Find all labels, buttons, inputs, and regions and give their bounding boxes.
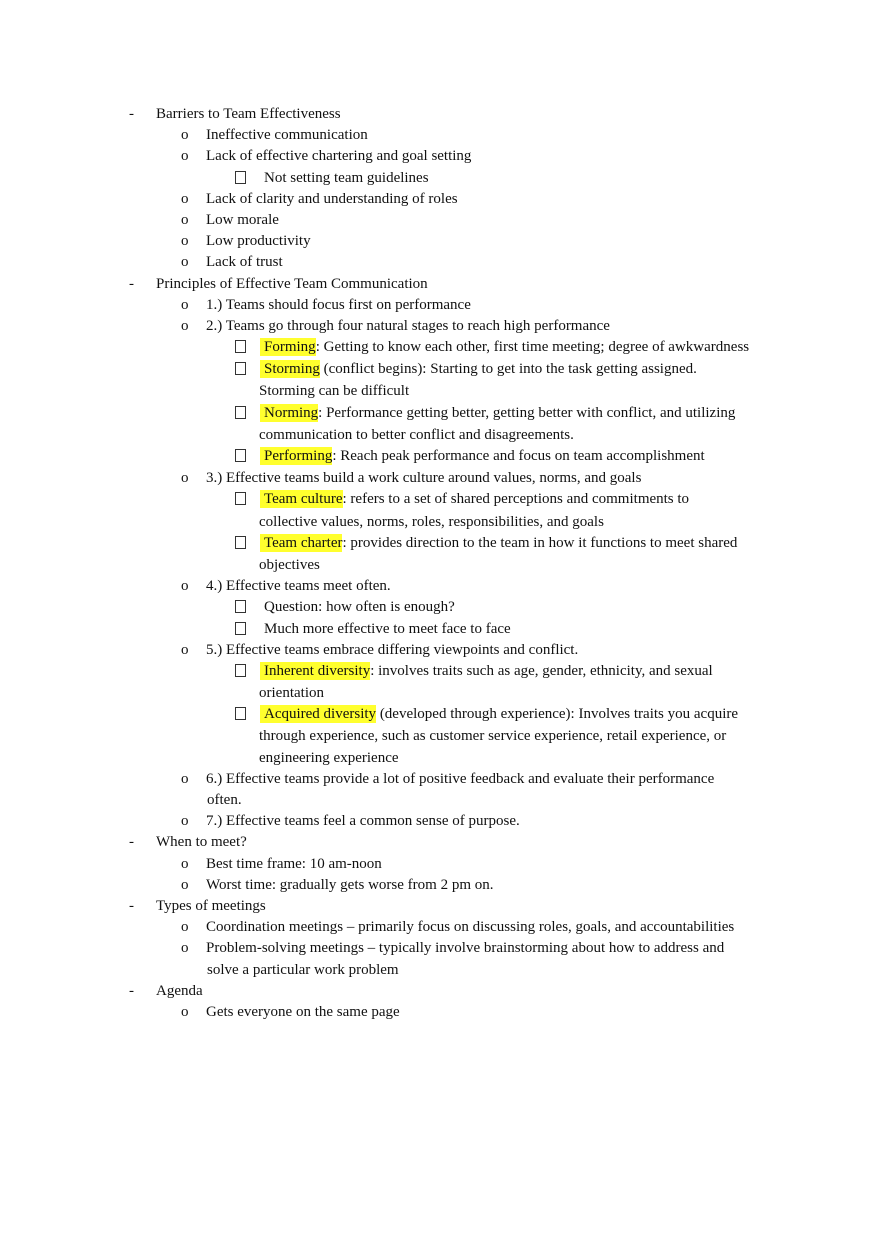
circle-bullet: o xyxy=(181,855,189,872)
line-text xyxy=(206,938,724,959)
line-text-body: Problem-solving meetings – typically involve brainstorming about how to address and xyxy=(206,940,725,957)
circle-bullet: o xyxy=(181,1003,189,1020)
line-text xyxy=(259,381,409,402)
line-text-body: : Reach peak performance and focus on team accomplishment xyxy=(332,448,705,464)
line-text-body: orientation xyxy=(259,685,324,702)
line-text xyxy=(259,555,320,576)
outline-line xyxy=(0,104,880,125)
line-text-body: 6.) Effective teams provide a lot of positive feedback and evaluate their performance xyxy=(206,770,715,787)
line-text-body: Low productivity xyxy=(206,233,311,250)
outline-line xyxy=(0,875,880,896)
outline-line xyxy=(0,189,880,210)
line-text-body: Lack of trust xyxy=(206,254,283,271)
line-text xyxy=(156,274,428,295)
line-text xyxy=(264,337,749,358)
line-text xyxy=(206,917,734,938)
highlighted-term: Team culture xyxy=(260,490,343,508)
line-text xyxy=(264,359,697,380)
line-text xyxy=(259,425,574,446)
line-text xyxy=(264,403,735,424)
outline-line xyxy=(0,960,880,981)
checkbox-bullet-icon xyxy=(235,446,246,467)
circle-bullet: o xyxy=(181,641,189,658)
line-text xyxy=(264,168,429,189)
highlighted-term: Team charter xyxy=(260,534,342,552)
outline-line xyxy=(0,316,880,337)
line-text xyxy=(207,790,242,811)
circle-bullet: o xyxy=(181,317,189,334)
line-text-body: Best time frame: 10 am-noon xyxy=(206,855,382,872)
line-text-body: : Getting to know each other, first time meeting; degree of awkwardness xyxy=(315,339,750,356)
circle-bullet: o xyxy=(181,233,189,250)
circle-bullet: o xyxy=(181,254,189,271)
dash-bullet: - xyxy=(129,275,134,292)
outline-line xyxy=(0,252,880,273)
line-text-body: Gets everyone on the same page xyxy=(206,1003,400,1020)
line-text xyxy=(264,704,738,725)
line-text xyxy=(206,468,641,489)
outline-line xyxy=(0,811,880,832)
line-text xyxy=(206,1002,400,1023)
line-text xyxy=(207,960,399,981)
line-text xyxy=(264,533,737,554)
checkbox-bullet-icon xyxy=(235,337,246,358)
line-text-body: through experience, such as customer service experience, retail experience, or xyxy=(259,728,727,745)
line-text-body: 7.) Effective teams feel a common sense of purpose. xyxy=(206,813,520,830)
outline-line xyxy=(0,533,880,555)
line-text-body: When to meet? xyxy=(156,834,247,851)
outline-line xyxy=(0,489,880,511)
line-text-body: : Performance getting better, getting better with conflict, and utilizing xyxy=(318,404,736,421)
dash-bullet: - xyxy=(129,834,134,851)
line-text xyxy=(264,619,511,640)
line-text xyxy=(206,125,368,146)
outline-line xyxy=(0,917,880,938)
circle-bullet: o xyxy=(181,470,189,487)
line-text xyxy=(259,683,324,704)
checkbox-bullet-icon xyxy=(235,168,246,189)
dash-bullet: - xyxy=(129,106,134,122)
outline-line xyxy=(0,512,880,533)
outline-line xyxy=(0,359,880,381)
line-text-body: Much more effective to meet face to face xyxy=(264,620,511,637)
line-text-body: communication to better conflict and disagreements. xyxy=(259,426,574,443)
circle-bullet: o xyxy=(181,127,189,144)
line-text xyxy=(206,189,458,210)
line-text-body: Ineffective communication xyxy=(206,127,368,144)
outline-line xyxy=(0,896,880,917)
line-text-body: : involves traits such as age, gender, ethnicity, and sexual xyxy=(370,662,713,679)
checkbox-bullet-icon xyxy=(235,704,246,725)
circle-bullet: o xyxy=(181,578,189,595)
outline-line xyxy=(0,555,880,576)
checkbox-bullet-icon xyxy=(235,359,246,380)
dash-bullet: - xyxy=(129,897,134,914)
line-text xyxy=(206,640,578,661)
outline-line xyxy=(0,168,880,189)
checkbox-bullet-icon xyxy=(235,597,246,618)
line-text-body: Lack of clarity and understanding of roles xyxy=(206,190,458,207)
outline-line xyxy=(0,337,880,359)
line-text-body: (developed through experience): Involves traits you acquire xyxy=(376,706,739,723)
outline-line xyxy=(0,640,880,661)
line-text-body: Types of meetings xyxy=(156,897,266,914)
line-text-body: Question: how often is enough? xyxy=(264,599,455,616)
line-text-body: Barriers to Team Effectiveness xyxy=(156,106,341,122)
line-text xyxy=(206,252,283,273)
checkbox-bullet-icon xyxy=(235,661,246,682)
outline-line xyxy=(0,854,880,875)
outline-line xyxy=(0,576,880,597)
circle-bullet: o xyxy=(181,296,189,313)
line-text-body: : refers to a set of shared perceptions and commitments to xyxy=(342,491,690,508)
line-text-body: solve a particular work problem xyxy=(207,961,399,978)
circle-bullet: o xyxy=(181,876,189,893)
outline-line xyxy=(0,726,880,747)
line-text-body: (conflict begins): Starting to get into the task getting assigned. xyxy=(319,361,697,378)
highlighted-term: Forming xyxy=(260,338,316,356)
outline-line xyxy=(0,619,880,640)
line-text-body: 1.) Teams should focus first on performance xyxy=(206,296,471,313)
outline-line xyxy=(0,832,880,853)
highlighted-term: Storming xyxy=(260,360,320,378)
outline-line xyxy=(0,468,880,489)
line-text xyxy=(206,231,311,252)
line-text xyxy=(156,896,266,917)
outline-line xyxy=(0,295,880,316)
line-text-body: Principles of Effective Team Communication xyxy=(156,275,428,292)
line-text xyxy=(264,597,455,618)
line-text xyxy=(259,726,726,747)
line-text xyxy=(206,316,610,337)
outline-line xyxy=(0,938,880,959)
highlighted-term: Acquired diversity xyxy=(260,705,376,723)
circle-bullet: o xyxy=(181,190,189,207)
line-text xyxy=(264,446,705,467)
outline-line xyxy=(0,446,880,468)
line-text-body: often. xyxy=(207,792,242,808)
checkbox-bullet-icon xyxy=(235,533,246,554)
line-text xyxy=(156,832,247,853)
circle-bullet: o xyxy=(181,919,189,936)
line-text-body: objectives xyxy=(259,556,320,573)
line-text-body: 2.) Teams go through four natural stages to reach high performance xyxy=(206,317,610,334)
line-text-body: Lack of effective chartering and goal setting xyxy=(206,148,472,165)
line-text-body: 4.) Effective teams meet often. xyxy=(206,578,391,595)
outline-line xyxy=(0,661,880,683)
highlighted-term: Norming xyxy=(260,404,318,422)
circle-bullet: o xyxy=(181,211,189,228)
line-text-body: Coordination meetings – primarily focus on discussing roles, goals, and accountabilities xyxy=(206,919,735,936)
checkbox-bullet-icon xyxy=(235,403,246,424)
line-text xyxy=(206,769,714,790)
highlighted-term: Inherent diversity xyxy=(260,662,370,680)
line-text-body: : provides direction to the team in how it functions to meet shared xyxy=(342,534,738,551)
circle-bullet: o xyxy=(181,940,189,957)
checkbox-bullet-icon xyxy=(235,489,246,510)
line-text-body: engineering experience xyxy=(259,749,399,766)
line-text-body: collective values, norms, roles, responsibilities, and goals xyxy=(259,513,604,530)
line-text xyxy=(206,875,494,896)
outline-line xyxy=(0,1002,880,1023)
line-text-body: Low morale xyxy=(206,211,279,228)
outline-line xyxy=(0,425,880,446)
outline-line xyxy=(0,597,880,618)
circle-bullet: o xyxy=(181,148,189,165)
line-text-body: Storming can be difficult xyxy=(259,383,410,400)
outline-line xyxy=(0,683,880,704)
line-text xyxy=(259,748,399,769)
outline-line xyxy=(0,125,880,146)
line-text xyxy=(206,146,471,167)
document-body xyxy=(0,104,880,1023)
outline-line xyxy=(0,381,880,402)
line-text xyxy=(264,661,713,682)
line-text xyxy=(156,104,341,125)
outline-line xyxy=(0,403,880,425)
line-text-body: Agenda xyxy=(156,982,203,999)
line-text xyxy=(206,210,279,231)
outline-line xyxy=(0,769,880,790)
line-text-body: Worst time: gradually gets worse from 2 pm on. xyxy=(206,876,494,893)
line-text xyxy=(259,512,604,533)
line-text xyxy=(206,811,520,832)
checkbox-bullet-icon xyxy=(235,619,246,640)
outline-line xyxy=(0,146,880,167)
line-text xyxy=(206,576,391,597)
outline-line xyxy=(0,231,880,252)
line-text-body: 5.) Effective teams embrace differing viewpoints and conflict. xyxy=(206,641,579,658)
line-text xyxy=(156,981,203,1002)
line-text xyxy=(206,854,382,875)
outline-line xyxy=(0,274,880,295)
line-text xyxy=(206,295,471,316)
circle-bullet: o xyxy=(181,813,189,830)
line-text-body: Not setting team guidelines xyxy=(264,169,429,186)
outline-line xyxy=(0,790,880,811)
dash-bullet: - xyxy=(129,982,134,999)
line-text-body: 3.) Effective teams build a work culture around values, norms, and goals xyxy=(206,470,642,487)
outline-line xyxy=(0,748,880,769)
highlighted-term: Performing xyxy=(260,447,332,465)
outline-line xyxy=(0,704,880,726)
outline-line xyxy=(0,210,880,231)
line-text xyxy=(264,489,689,510)
outline-line xyxy=(0,981,880,1002)
circle-bullet: o xyxy=(181,770,189,787)
